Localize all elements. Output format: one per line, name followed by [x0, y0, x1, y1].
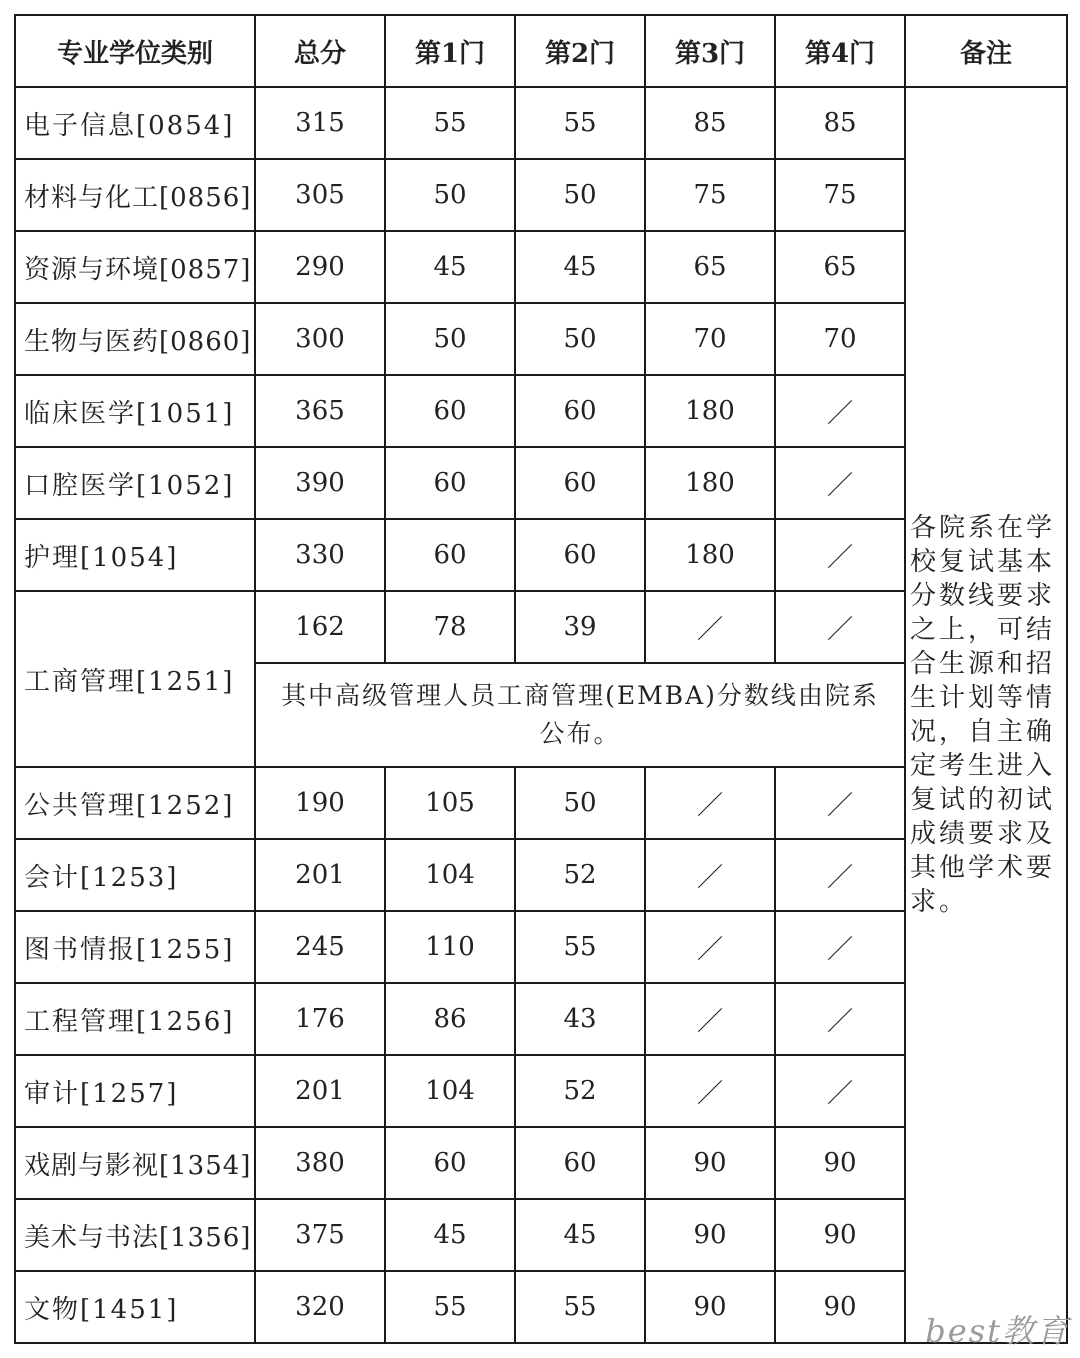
- subject-4-cell: 90: [775, 1271, 905, 1343]
- subject-2-cell: 60: [515, 447, 645, 519]
- subject-4-cell: ／: [775, 767, 905, 839]
- subject-4-cell: ／: [775, 1055, 905, 1127]
- subject-1-cell: 78: [385, 591, 515, 663]
- subject-3-cell: 180: [645, 519, 775, 591]
- category-cell: 文物[1451]: [15, 1271, 255, 1343]
- total-score-cell: 300: [255, 303, 385, 375]
- subject-2-cell: 50: [515, 303, 645, 375]
- subject-3-cell: 90: [645, 1271, 775, 1343]
- subject-4-cell: ／: [775, 839, 905, 911]
- subject-1-cell: 50: [385, 303, 515, 375]
- subject-1-cell: 105: [385, 767, 515, 839]
- total-score-cell: 375: [255, 1199, 385, 1271]
- subject-3-cell: ／: [645, 911, 775, 983]
- subject-3-cell: 180: [645, 447, 775, 519]
- category-cell: 电子信息[0854]: [15, 87, 255, 159]
- subject-2-cell: 60: [515, 375, 645, 447]
- total-score-cell: 380: [255, 1127, 385, 1199]
- subject-4-cell: 65: [775, 231, 905, 303]
- subject-1-cell: 86: [385, 983, 515, 1055]
- subject-4-cell: 90: [775, 1127, 905, 1199]
- category-cell: 临床医学[1051]: [15, 375, 255, 447]
- total-score-cell: 190: [255, 767, 385, 839]
- category-cell: 工程管理[1256]: [15, 983, 255, 1055]
- subject-1-cell: 104: [385, 1055, 515, 1127]
- total-score-cell: 201: [255, 839, 385, 911]
- subject-2-cell: 45: [515, 231, 645, 303]
- total-score-cell: 176: [255, 983, 385, 1055]
- category-cell: 美术与书法[1356]: [15, 1199, 255, 1271]
- table-row: [15, 87, 1067, 159]
- subject-1-cell: 45: [385, 231, 515, 303]
- header-remark: 备注: [905, 15, 1067, 87]
- category-cell: 资源与环境[0857]: [15, 231, 255, 303]
- subject-3-cell: 65: [645, 231, 775, 303]
- subject-4-cell: ／: [775, 591, 905, 663]
- category-cell: 口腔医学[1052]: [15, 447, 255, 519]
- subject-2-cell: 55: [515, 87, 645, 159]
- subject-4-cell: ／: [775, 911, 905, 983]
- category-cell: 戏剧与影视[1354]: [15, 1127, 255, 1199]
- subject-2-cell: 50: [515, 159, 645, 231]
- subject-1-cell: 60: [385, 375, 515, 447]
- header-subject-1: 第1门: [385, 15, 515, 87]
- category-cell: 护理[1054]: [15, 519, 255, 591]
- subject-2-cell: 39: [515, 591, 645, 663]
- subject-4-cell: ／: [775, 375, 905, 447]
- total-score-cell: 201: [255, 1055, 385, 1127]
- subject-3-cell: 90: [645, 1199, 775, 1271]
- subject-2-cell: 60: [515, 1127, 645, 1199]
- subject-3-cell: 85: [645, 87, 775, 159]
- subject-1-cell: 104: [385, 839, 515, 911]
- subject-4-cell: 70: [775, 303, 905, 375]
- subject-1-cell: 110: [385, 911, 515, 983]
- category-cell: 公共管理[1252]: [15, 767, 255, 839]
- subject-2-cell: 52: [515, 1055, 645, 1127]
- category-cell: 材料与化工[0856]: [15, 159, 255, 231]
- category-cell: 会计[1253]: [15, 839, 255, 911]
- subject-4-cell: ／: [775, 447, 905, 519]
- subject-1-cell: 60: [385, 1127, 515, 1199]
- subject-2-cell: 60: [515, 519, 645, 591]
- subject-1-cell: 50: [385, 159, 515, 231]
- total-score-cell: 365: [255, 375, 385, 447]
- subject-3-cell: ／: [645, 983, 775, 1055]
- subject-3-cell: ／: [645, 1055, 775, 1127]
- subject-3-cell: 180: [645, 375, 775, 447]
- category-cell: 图书情报[1255]: [15, 911, 255, 983]
- header-total: 总分: [255, 15, 385, 87]
- subject-2-cell: 55: [515, 1271, 645, 1343]
- watermark: best教育: [925, 1312, 1070, 1350]
- subject-2-cell: 55: [515, 911, 645, 983]
- subject-3-cell: ／: [645, 591, 775, 663]
- remark-cell: 各院系在学校复试基本分数线要求之上，可结合生源和招生计划等情况，自主确定考生进入复试的初试成绩要求及其他学术要求。: [905, 87, 1067, 1343]
- score-table: [14, 14, 1068, 1344]
- subject-1-cell: 60: [385, 519, 515, 591]
- header-category: 专业学位类别: [15, 15, 255, 87]
- subject-3-cell: 75: [645, 159, 775, 231]
- total-score-cell: 245: [255, 911, 385, 983]
- subject-3-cell: 90: [645, 1127, 775, 1199]
- total-score-cell: 162: [255, 591, 385, 663]
- total-score-cell: 305: [255, 159, 385, 231]
- total-score-cell: 330: [255, 519, 385, 591]
- subject-1-cell: 55: [385, 1271, 515, 1343]
- header-subject-2: 第2门: [515, 15, 645, 87]
- subject-3-cell: ／: [645, 839, 775, 911]
- category-cell: 工商管理[1251]: [15, 591, 255, 767]
- subject-4-cell: ／: [775, 519, 905, 591]
- total-score-cell: 390: [255, 447, 385, 519]
- subject-2-cell: 45: [515, 1199, 645, 1271]
- total-score-cell: 320: [255, 1271, 385, 1343]
- subject-1-cell: 55: [385, 87, 515, 159]
- category-cell: 生物与医药[0860]: [15, 303, 255, 375]
- subject-2-cell: 52: [515, 839, 645, 911]
- subject-4-cell: 85: [775, 87, 905, 159]
- subject-1-cell: 60: [385, 447, 515, 519]
- subject-4-cell: ／: [775, 983, 905, 1055]
- subject-1-cell: 45: [385, 1199, 515, 1271]
- subject-2-cell: 50: [515, 767, 645, 839]
- subject-2-cell: 43: [515, 983, 645, 1055]
- subject-3-cell: 70: [645, 303, 775, 375]
- category-cell: 审计[1257]: [15, 1055, 255, 1127]
- subject-3-cell: ／: [645, 767, 775, 839]
- header-subject-3: 第3门: [645, 15, 775, 87]
- subject-4-cell: 90: [775, 1199, 905, 1271]
- subject-4-cell: 75: [775, 159, 905, 231]
- header-subject-4: 第4门: [775, 15, 905, 87]
- header-row: [15, 15, 1067, 87]
- total-score-cell: 315: [255, 87, 385, 159]
- emba-note-cell: 其中高级管理人员工商管理(EMBA)分数线由院系公布。: [255, 663, 905, 767]
- total-score-cell: 290: [255, 231, 385, 303]
